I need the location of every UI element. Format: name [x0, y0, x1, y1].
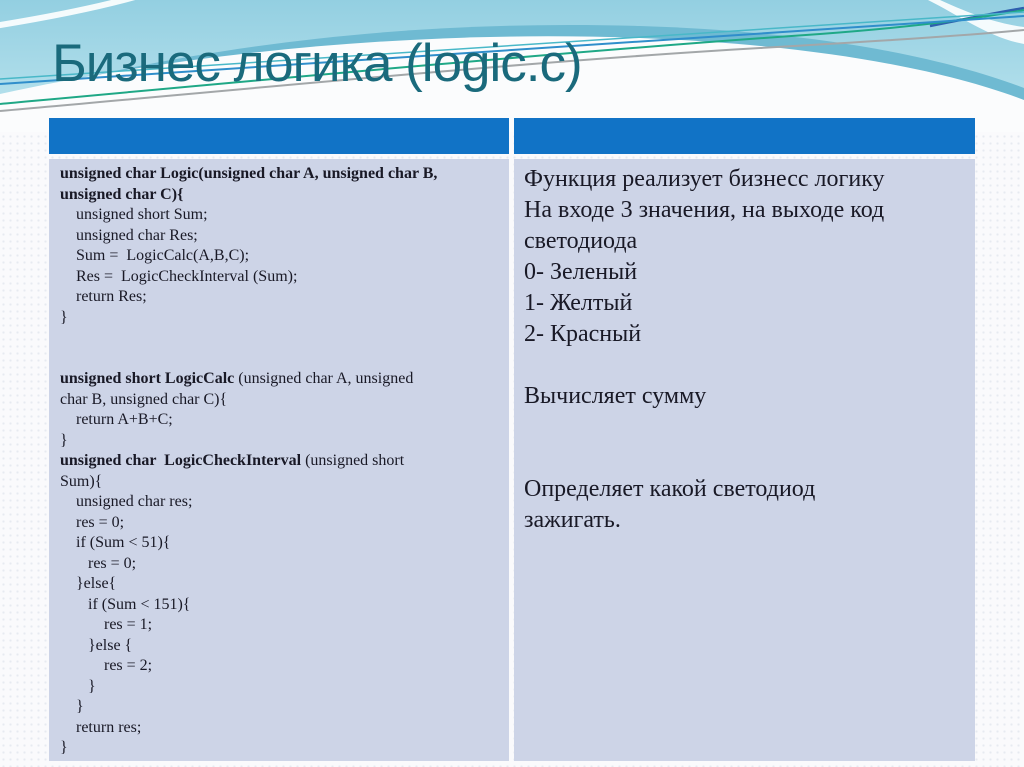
description-line: светодиода	[524, 228, 638, 254]
description-line: Определяет какой светодиод	[524, 476, 816, 502]
code-line: return res;	[60, 718, 142, 736]
description-line: Функция реализует бизнесс логику	[524, 166, 885, 192]
code-cell	[49, 159, 509, 761]
code-line: res = 2;	[60, 657, 153, 674]
code-line	[60, 328, 503, 349]
logic-table	[49, 118, 975, 761]
table-header-row	[49, 118, 975, 154]
code-line: }	[60, 698, 84, 715]
description-line: Вычисляет сумму	[524, 383, 707, 409]
code-line: char B, unsigned char C){	[60, 390, 228, 408]
code-line: return A+B+C;	[60, 411, 173, 428]
code-line: Res = LogicCheckInterval (Sum);	[60, 267, 298, 285]
code-line: unsigned char res;	[60, 493, 193, 510]
code-line: Sum = LogicCalc(A,B,C);	[60, 247, 250, 264]
description-line	[524, 443, 965, 474]
code-line: res = 0;	[60, 554, 137, 572]
code-line: unsigned char Res;	[60, 226, 198, 244]
code-line: res = 0;	[60, 513, 125, 531]
description-line: 2- Красный	[524, 321, 642, 347]
description-line: 0- Зеленый	[524, 259, 638, 285]
code-line: Sum){	[60, 472, 103, 490]
code-line: }	[60, 308, 68, 326]
code-line: }	[60, 739, 68, 756]
code-line: }else {	[60, 636, 133, 654]
description-line: 1- Желтый	[524, 290, 633, 316]
description-line: зажигать.	[524, 507, 621, 533]
code-line: unsigned short LogicCalc (unsigned char A, unsigned	[60, 370, 414, 387]
code-line: unsigned char Logic(unsigned char A, unsigned char B,	[60, 165, 438, 182]
code-line	[60, 349, 503, 370]
code-line: res = 1;	[60, 616, 153, 633]
code-line: unsigned short Sum;	[60, 206, 208, 223]
code-line: return Res;	[60, 288, 147, 305]
code-line: }else{	[60, 575, 117, 592]
table-body-row	[49, 159, 975, 761]
code-line: if (Sum < 51){	[60, 534, 171, 551]
description-cell	[514, 159, 975, 761]
description-line: На входе 3 значения, на выходе код	[524, 197, 885, 223]
code-line: unsigned char LogicCheckInterval (unsigned short	[60, 452, 405, 469]
code-line: if (Sum < 151){	[60, 595, 191, 613]
code-line: }	[60, 677, 96, 695]
table-header-code	[49, 118, 509, 154]
description-line	[524, 412, 965, 443]
table-header-description	[514, 118, 975, 154]
page-title: Бизнес логика (logic.c)	[52, 34, 582, 93]
code-line: }	[60, 431, 68, 449]
code-line: unsigned char C){	[60, 185, 184, 203]
description-line	[524, 350, 965, 381]
